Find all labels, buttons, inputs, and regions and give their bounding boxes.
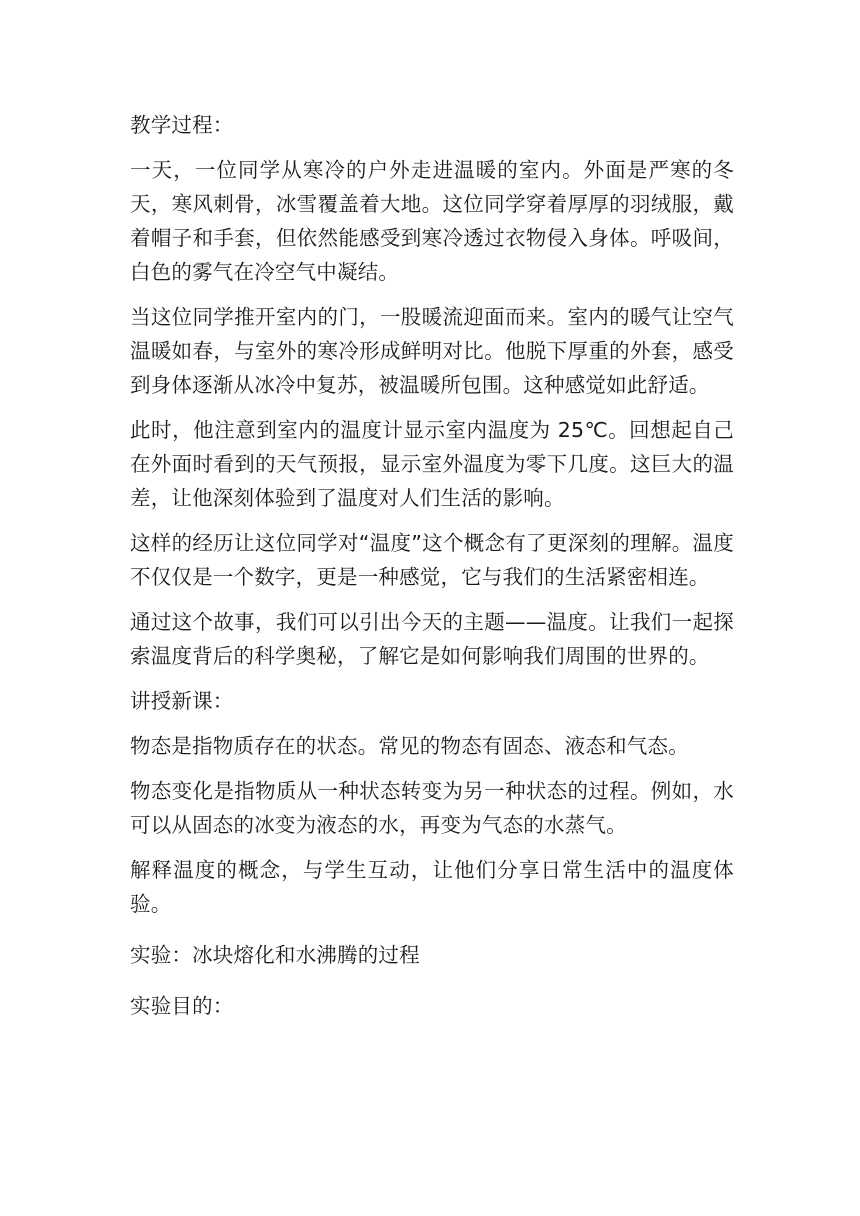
story-paragraph-outdoor: 一天，一位同学从寒冷的户外走进温暖的室内。外面是严寒的冬天，寒风刺骨，冰雪覆盖着大地。这位同学穿着厚厚的羽绒服，戴着帽子和手套，但依然能感受到寒冷透过衣物侵入身体。呼吸间，白色的雾气在冷空气中凝结。 [130,158,734,284]
experiment-purpose-heading: 实验目的： [130,994,234,1018]
document-page [130,108,734,1034]
story-paragraph-indoor: 当这位同学推开室内的门，一股暖流迎面而来。室内的暖气让空气温暖如春，与室外的寒冷形成鲜明对比。他脱下厚重的外套，感受到身体逐渐从冰冷中复苏，被温暖所包围。这种感觉如此舒适。 [130,305,734,397]
experiment-title: 实验：冰块熔化和水沸腾的过程 [130,943,420,967]
lesson-paragraph-state-change: 物态变化是指物质从一种状态转变为另一种状态的过程。例如，水可以从固态的冰变为液态的水，再变为气态的水蒸气。 [130,779,734,837]
lesson-paragraph-states: 物态是指物质存在的状态。常见的物态有固态、液态和气态。 [130,734,689,758]
lesson-paragraph-temperature: 解释温度的概念，与学生互动，让他们分享日常生活中的温度体验。 [130,858,734,916]
story-paragraph-topic: 通过这个故事，我们可以引出今天的主题——温度。让我们一起探索温度背后的科学奥秘，了解它是如何影响我们周围的世界的。 [130,610,734,668]
section-heading-new-lesson: 讲授新课： [130,689,234,713]
story-paragraph-understanding: 这样的经历让这位同学对“温度”这个概念有了更深刻的理解。温度不仅仅是一个数字，更是一种感觉，它与我们的生活紧密相连。 [130,531,734,589]
section-heading-teaching-process: 教学过程： [130,113,234,137]
story-paragraph-thermometer: 此时，他注意到室内的温度计显示室内温度为 25℃。回想起自己在外面时看到的天气预报，显示室外温度为零下几度。这巨大的温差，让他深刻体验到了温度对人们生活的影响。 [130,418,734,510]
